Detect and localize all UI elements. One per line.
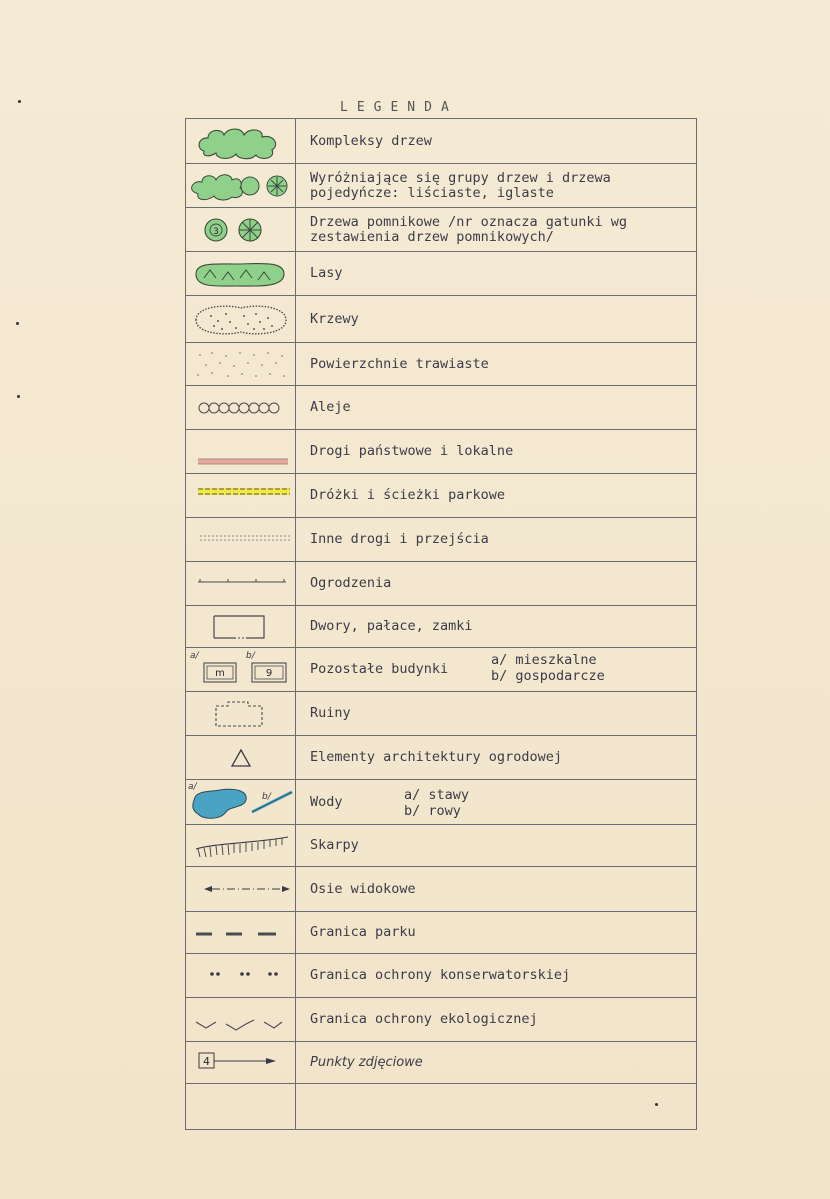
building-mark-b: b/	[246, 651, 255, 661]
legend-label: Granica parku	[310, 924, 416, 940]
paper-speck	[16, 322, 19, 325]
legend-label: Osie widokowe	[310, 880, 416, 897]
legend-row-garden-architecture	[186, 736, 696, 780]
legend-sub-a: a/ stawy	[404, 787, 470, 803]
legend-row-park-path	[186, 474, 696, 518]
legend-row-slope	[186, 825, 696, 867]
photo-point-icon	[186, 1042, 296, 1083]
building-code-m: m	[215, 668, 225, 679]
main-road-icon	[186, 430, 296, 473]
legend-row-forest	[186, 252, 696, 296]
legend-row-tree-complex	[186, 119, 696, 164]
ruins-icon	[186, 692, 296, 735]
conservation-border-icon	[186, 954, 296, 997]
legend-row-buildings	[186, 648, 696, 692]
legend-label: Granica ochrony ekologicznej	[310, 1011, 538, 1027]
building-mark-a: a/	[190, 651, 199, 661]
legend-row-park-border	[186, 912, 696, 954]
legend-row-grass	[186, 343, 696, 386]
legend-row-monument-trees	[186, 208, 696, 252]
legend-row-main-road	[186, 430, 696, 474]
other-path-icon	[186, 518, 296, 561]
legend-row-conservation-border	[186, 954, 696, 998]
park-path-icon	[186, 474, 296, 517]
paper-speck	[18, 100, 21, 103]
legend-sub-b: b/ gospodarcze	[491, 668, 605, 684]
legend-sub-b: b/ rowy	[404, 803, 461, 819]
forest-icon	[186, 252, 296, 295]
legend-label: Elementy architektury ogrodowej	[310, 749, 562, 765]
legend-label: Wody	[310, 793, 343, 810]
legend-row-view-axis	[186, 867, 696, 912]
legend-row-fence	[186, 562, 696, 606]
paper-speck	[655, 1103, 658, 1106]
legend-label: Punkty zdjęciowe	[310, 1055, 423, 1070]
view-axis-icon	[186, 867, 296, 911]
tree-groups-icon	[186, 164, 296, 207]
legend-label: Krzewy	[310, 310, 359, 327]
legend-sub-a: a/ mieszkalne	[491, 652, 597, 668]
page-title: LEGENDA	[340, 100, 458, 115]
legend-label: Powierzchnie trawiaste	[310, 355, 489, 372]
avenue-icon	[186, 386, 296, 429]
tree-complex-icon	[186, 119, 296, 163]
legend-label: Pozostałe budynki	[310, 661, 449, 677]
legend-label: Ogrodzenia	[310, 575, 392, 591]
legend-label: Ruiny	[310, 705, 351, 721]
legend-row-manor	[186, 606, 696, 648]
ecological-border-icon	[186, 998, 296, 1041]
shrubs-icon	[186, 296, 296, 342]
legend-label: Drzewa pomnikowe /nr oznacza gatunki wg zestawienia drzew pomnikowych/	[310, 213, 627, 245]
manor-icon	[186, 606, 296, 647]
legend-row-ecological-border	[186, 998, 696, 1042]
legend-table	[185, 118, 697, 1130]
monument-trees-icon	[186, 208, 296, 251]
buildings-icon	[186, 648, 296, 691]
legend-row-shrubs	[186, 296, 696, 343]
legend-label: Kompleksy drzew	[310, 132, 432, 149]
legend-label: Drogi państwowe i lokalne	[310, 443, 514, 459]
monument-number: 3	[213, 227, 219, 237]
slope-icon	[186, 825, 296, 866]
building-code-9: 9	[265, 668, 273, 679]
park-border-icon	[186, 912, 296, 953]
legend-label: Skarpy	[310, 837, 359, 853]
triangle-icon	[186, 736, 296, 779]
legend-label: Wyróżniające się grupy drzew i drzewa pojedyńcze: liściaste, iglaste	[310, 169, 611, 201]
legend-row-tree-groups	[186, 164, 696, 208]
legend-row-ruins	[186, 692, 696, 736]
paper-speck	[17, 395, 20, 398]
legend-label: Aleje	[310, 399, 351, 415]
water-mark-b: b/	[262, 792, 271, 802]
legend-label: Granica ochrony konserwatorskiej	[310, 967, 571, 983]
legend-label: Lasy	[310, 265, 343, 281]
legend-label: Inne drogi i przejścia	[310, 531, 489, 547]
legend-row-avenue	[186, 386, 696, 430]
grass-icon	[186, 343, 296, 385]
water-mark-a: a/	[188, 782, 197, 792]
legend-row-photo-points	[186, 1042, 696, 1084]
legend-row-empty	[186, 1084, 696, 1129]
legend-row-water	[186, 780, 696, 825]
empty-symbol-cell	[186, 1084, 296, 1129]
legend-label: Dróżki i ścieżki parkowe	[310, 487, 506, 503]
water-icon	[186, 780, 296, 824]
photo-point-number: 4	[203, 1055, 210, 1068]
fence-icon	[186, 562, 296, 605]
legend-row-other-path	[186, 518, 696, 562]
legend-label: Dwory, pałace, zamki	[310, 618, 473, 634]
